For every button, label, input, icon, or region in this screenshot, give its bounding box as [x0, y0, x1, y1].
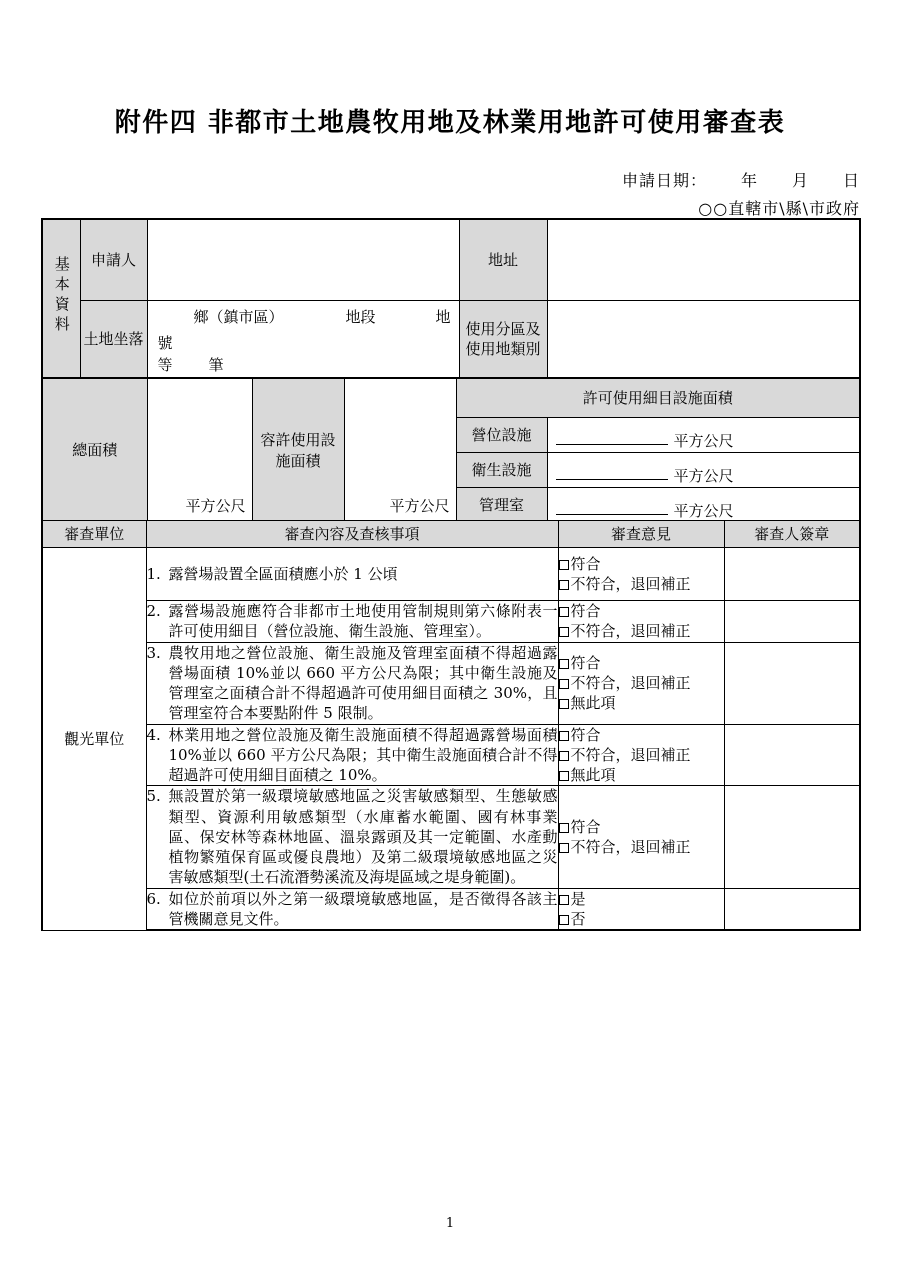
checkbox-icon[interactable] — [559, 679, 569, 689]
review-opinion-5 — [558, 786, 724, 888]
review-item-body-5: 無設置於第一級環境敏感地區之災害敏感類型、生態敏感類型、資源利用敏感類型（水庫蓄水範圍、國有林事業區、保安林等森林地區、溫泉露頭及其一定範圍、水產動植物繁殖保育區或優良農地）及第二級環境敏感地區之災害敏感類型(土石流潛勢溪流及海堤區域之堤身範圍)。 — [168, 787, 558, 887]
checkbox-label: 不符合，退回補正 — [570, 745, 691, 764]
review-signature-1[interactable] — [724, 548, 860, 601]
parcel-township-label: 鄉（鎮市區） — [193, 308, 284, 326]
area-table — [41, 378, 861, 523]
table-row-area-header — [42, 379, 860, 418]
review-table — [41, 520, 861, 931]
checkbox-option[interactable] — [559, 909, 724, 929]
checkbox-label: 符合 — [570, 602, 601, 620]
checkbox-label: 不符合，退回補正 — [570, 575, 691, 593]
checkbox-icon[interactable] — [559, 627, 569, 637]
table-row — [42, 601, 860, 643]
parcel-section-label: 地段 — [345, 308, 376, 326]
review-item-body-3: 農牧用地之營位設施、衛生設施及管理室面積不得超過露營場面積 10%並以 660 平方公尺為限；其中衛生設施及管理室之面積合計不得超過許可使用細目面積之 30%，且管理室符合本要點附件 5 限制。 — [168, 643, 558, 723]
parcel-value-cell[interactable] — [147, 301, 459, 378]
review-header-opinion: 審查意見 — [558, 521, 724, 548]
zone-type-label-line2: 使用地類別 — [465, 340, 541, 358]
date-month-label: 月 — [791, 171, 809, 190]
checkbox-option[interactable] — [559, 554, 724, 574]
detail-label-office: 管理室 — [456, 488, 547, 523]
page-number: 1 — [445, 1216, 455, 1231]
review-item-number-6: 6. — [146, 889, 161, 908]
review-opinion-3 — [558, 642, 724, 724]
review-item-body-2: 露營場設施應符合非都市土地使用管制規則第六條附表一許可使用細目（營位設施、衛生設施、管理室）。 — [168, 602, 558, 641]
review-item-text-3 — [146, 642, 558, 724]
review-item-text-6 — [146, 888, 558, 930]
review-item-body-4: 林業用地之營位設施及衛生設施面積不得超過露營場面積 10%並以 660 平方公尺為限；其中衛生設施面積合計不得超過許可使用細目面積之 10%。 — [168, 725, 558, 784]
checkbox-label: 不符合，退回補正 — [570, 837, 691, 856]
review-header-signature: 審查人簽章 — [724, 521, 860, 548]
checkbox-icon[interactable] — [559, 580, 569, 590]
detail-unit-camp: 平方公尺 — [673, 431, 734, 450]
application-date-line — [40, 168, 898, 191]
review-opinion-4 — [558, 724, 724, 786]
review-item-body-6: 如位於前項以外之第一級環境敏感地區，是否徵得各該主管機關意見文件。 — [168, 889, 558, 928]
review-item-number-3: 3. — [146, 643, 161, 662]
permitted-facility-area-label-line1: 容許使用設 — [260, 431, 336, 450]
detail-unit-office: 平方公尺 — [673, 501, 734, 520]
checkbox-option[interactable] — [559, 765, 724, 785]
review-item-text-2 — [146, 601, 558, 643]
checkbox-option[interactable] — [559, 693, 724, 713]
applicant-label: 申請人 — [80, 219, 147, 301]
checkbox-option[interactable] — [559, 653, 724, 673]
checkbox-option[interactable] — [559, 601, 724, 621]
checkbox-option[interactable] — [559, 673, 724, 693]
checkbox-label: 符合 — [570, 725, 601, 744]
checkbox-option[interactable] — [559, 621, 724, 641]
checkbox-icon[interactable] — [559, 659, 569, 669]
checkbox-label: 無此項 — [570, 694, 616, 713]
detail-value-sanitary[interactable] — [547, 453, 860, 488]
checkbox-icon[interactable] — [559, 823, 569, 833]
total-area-value-cell[interactable] — [147, 379, 252, 523]
zone-type-value[interactable] — [547, 301, 860, 378]
detail-area-header: 許可使用細目設施面積 — [456, 379, 860, 418]
detail-input-blank-camp[interactable] — [556, 443, 668, 445]
permitted-facility-area-label — [252, 379, 344, 523]
parcel-number-label: 號 — [157, 334, 173, 352]
parcel-label: 土地坐落 — [80, 301, 147, 378]
checkbox-option[interactable] — [559, 889, 724, 909]
page-title: 附件四 非都市土地農牧用地及林業用地許可使用審查表 — [114, 108, 786, 138]
parcel-land-label: 地 — [435, 308, 451, 326]
checkbox-icon[interactable] — [559, 731, 569, 741]
checkbox-option[interactable] — [559, 837, 724, 857]
basic-info-section-label: 基本資料 — [42, 219, 80, 378]
address-label: 地址 — [459, 219, 547, 301]
checkbox-option[interactable] — [559, 745, 724, 765]
detail-value-camp[interactable] — [547, 418, 860, 453]
review-item-number-5: 5. — [146, 787, 161, 806]
detail-input-blank-sanitary[interactable] — [556, 478, 668, 480]
table-row — [42, 786, 860, 888]
parcel-etc-label: 等 — [157, 356, 173, 374]
total-area-unit: 平方公尺 — [185, 497, 246, 516]
review-item-number-2: 2. — [146, 602, 161, 620]
review-item-number-1: 1. — [146, 564, 161, 583]
review-header-content: 審查內容及查核事項 — [146, 521, 558, 548]
table-row — [42, 888, 860, 930]
review-opinion-2 — [558, 601, 724, 643]
checkbox-icon[interactable] — [559, 771, 569, 781]
review-item-body-1: 露營場設置全區面積應小於 1 公頃 — [168, 564, 398, 583]
checkbox-label: 符合 — [570, 554, 601, 573]
review-signature-5[interactable] — [724, 786, 860, 888]
address-value[interactable] — [547, 219, 860, 301]
parcel-count-label: 筆 — [208, 356, 224, 374]
review-item-text-5 — [146, 786, 558, 888]
checkbox-icon[interactable] — [559, 560, 569, 570]
checkbox-option[interactable] — [559, 817, 724, 837]
checkbox-label: 否 — [570, 909, 586, 928]
checkbox-icon[interactable] — [559, 607, 569, 617]
review-item-text-4 — [146, 724, 558, 786]
checkbox-label: 不符合，退回補正 — [570, 622, 691, 641]
checkbox-label: 符合 — [570, 653, 601, 672]
total-area-label: 總面積 — [42, 379, 147, 523]
checkbox-icon[interactable] — [559, 699, 569, 709]
table-row-review-header — [42, 521, 860, 548]
permitted-facility-area-unit: 平方公尺 — [389, 497, 450, 516]
review-signature-3[interactable] — [724, 642, 860, 724]
permitted-facility-area-label-line2: 施面積 — [275, 451, 321, 470]
table-row-applicant — [42, 219, 860, 301]
checkbox-icon[interactable] — [559, 843, 569, 853]
checkbox-icon[interactable] — [559, 751, 569, 761]
applicant-value[interactable] — [147, 219, 459, 301]
checkbox-option[interactable] — [559, 574, 724, 594]
detail-label-sanitary: 衛生設施 — [456, 453, 547, 488]
checkbox-label: 符合 — [570, 817, 601, 836]
review-signature-6[interactable] — [724, 888, 860, 930]
table-row — [42, 548, 860, 601]
detail-input-blank-office[interactable] — [556, 513, 668, 515]
checkbox-label: 無此項 — [570, 766, 616, 784]
review-header-unit: 審查單位 — [42, 521, 146, 548]
checkbox-label: 是 — [570, 889, 586, 908]
detail-label-camp: 營位設施 — [456, 418, 547, 453]
review-opinion-1 — [558, 548, 724, 601]
review-opinion-6 — [558, 888, 724, 930]
basic-info-table — [41, 218, 861, 378]
table-row — [42, 724, 860, 786]
application-date-label: 申請日期： — [621, 171, 707, 190]
zone-type-label-line1: 使用分區及 — [465, 319, 541, 338]
review-unit-name: 觀光單位 — [42, 548, 146, 931]
checkbox-icon[interactable] — [559, 915, 569, 925]
table-row — [42, 642, 860, 724]
review-item-number-4: 4. — [146, 725, 161, 744]
review-signature-4[interactable] — [724, 724, 860, 786]
table-row-parcel — [42, 301, 860, 378]
authority-line: ○○直轄市\縣\市政府 — [698, 199, 860, 218]
date-day-label: 日 — [842, 171, 860, 190]
detail-unit-sanitary: 平方公尺 — [673, 466, 734, 485]
checkbox-label: 不符合，退回補正 — [570, 673, 691, 692]
date-year-label: 年 — [740, 171, 758, 190]
review-item-text-1 — [146, 548, 558, 601]
zone-type-label — [459, 301, 547, 378]
detail-value-office[interactable] — [547, 488, 860, 523]
checkbox-option[interactable] — [559, 725, 724, 745]
review-signature-2[interactable] — [724, 601, 860, 643]
checkbox-icon[interactable] — [559, 895, 569, 905]
permitted-facility-area-value-cell[interactable] — [344, 379, 456, 523]
